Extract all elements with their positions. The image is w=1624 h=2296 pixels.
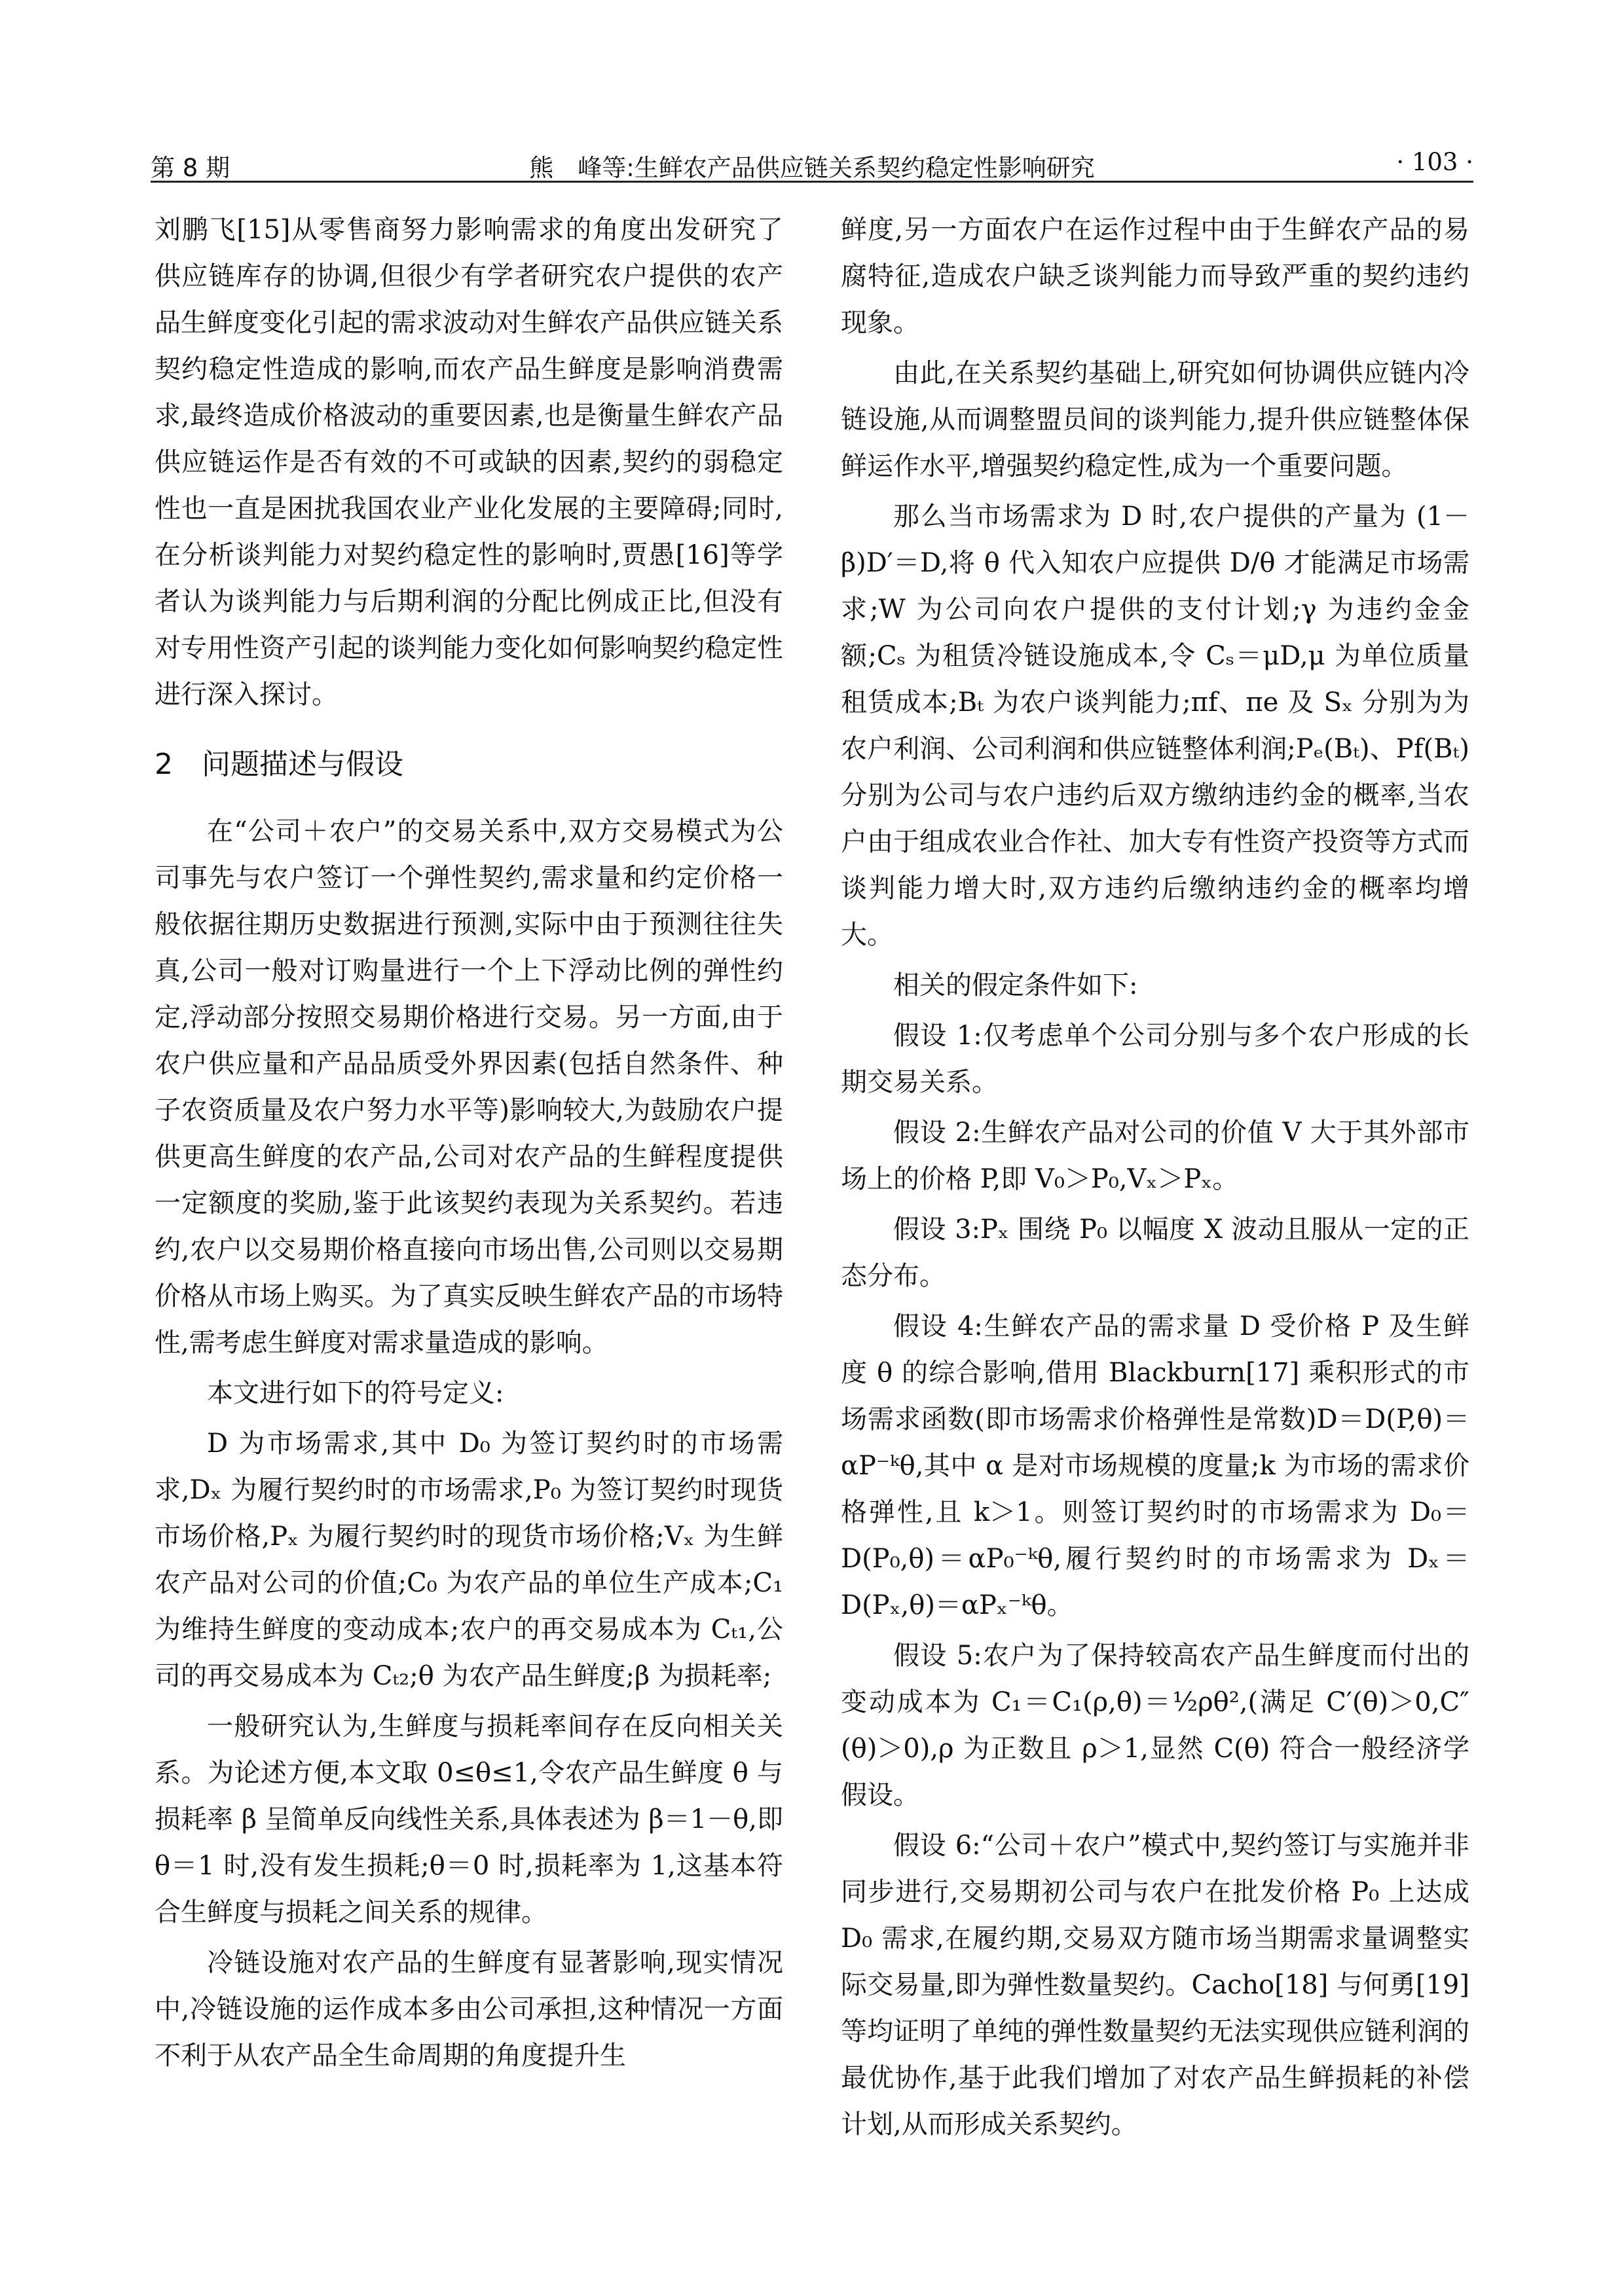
paragraph: D 为市场需求,其中 D₀ 为签订契约时的市场需求,Dₓ 为履行契约时的市场需求,P₀ 为签订契约时现货市场价格,Pₓ 为履行契约时的现货市场价格;Vₓ 为生鲜农产品对公司的价值;C₀ 为农产品的单位生产成本;C₁ 为维持生鲜度的变动成本;农户的再交易成本为 Cₜ₁,公司的再交易成本为 Cₜ₂;θ 为农产品生鲜度;β 为损耗率; xyxy=(155,1429,783,1691)
paragraph: 冷链设施对农产品的生鲜度有显著影响,现实情况中,冷链设施的运作成本多由公司承担,这种情况一方面不利于从农产品全生命周期的角度提升生 xyxy=(155,1948,783,2071)
assumption-2: 假设 2:生鲜农产品对公司的价值 V 大于其外部市场上的价格 P,即 V₀＞P₀,Vₓ＞Pₓ。 xyxy=(841,1118,1469,1194)
paragraph: 一般研究认为,生鲜度与损耗率间存在反向相关关系。为论述方便,本文取 0≤θ≤1,令农产品生鲜度 θ 与损耗率 β 呈简单反向线性关系,具体表述为 β＝1－θ,即 θ＝1 时,没有发生损耗;θ＝0 时,损耗率为 1,这基本符合生鲜度与损耗之间关系的规律。 xyxy=(155,1711,783,1927)
running-header xyxy=(151,143,1473,182)
paragraph: 刘鹏飞[15]从零售商努力影响需求的角度出发研究了供应链库存的协调,但很少有学者研究农户提供的农产品生鲜度变化引起的需求波动对生鲜农产品供应链关系契约稳定性造成的影响,而农产品生鲜度是影响消费需求,最终造成价格波动的重要因素,也是衡量生鲜农产品供应链运作是否有效的不可或缺的因素,契约的弱稳定性也一直是困扰我国农业产业化发展的主要障碍;同时,在分析谈判能力对契约稳定性的影响时,贾愚[16]等学者认为谈判能力与后期利润的分配比例成正比,但没有对专用性资产引起的谈判能力变化如何影响契约稳定性进行深入探讨。 xyxy=(155,215,783,710)
right-column xyxy=(841,207,1469,2152)
assumption-5: 假设 5:农户为了保持较高农产品生鲜度而付出的变动成本为 C₁＝C₁(ρ,θ)＝½ρθ²,(满足 C′(θ)＞0,C″(θ)＞0),ρ 为正数且 ρ＞1,显然 C(θ) 符合一般经济学假设。 xyxy=(841,1641,1469,1810)
paragraph: 由此,在关系契约基础上,研究如何协调供应链内冷链设施,从而调整盟员间的谈判能力,提升供应链整体保鲜运作水平,增强契约稳定性,成为一个重要问题。 xyxy=(841,358,1469,481)
assumption-1: 假设 1:仅考虑单个公司分别与多个农户形成的长期交易关系。 xyxy=(841,1021,1469,1097)
paragraph: 鲜度,另一方面农户在运作过程中由于生鲜农产品的易腐特征,造成农户缺乏谈判能力而导致严重的契约违约现象。 xyxy=(841,215,1469,338)
running-title: 熊 峰等:生鲜农产品供应链关系契约稳定性影响研究 xyxy=(529,154,1095,182)
paragraph: 在“公司＋农户”的交易关系中,双方交易模式为公司事先与农户签订一个弹性契约,需求量和约定价格一般依据往期历史数据进行预测,实际中由于预测往往失真,公司一般对订购量进行一个上下浮动比例的弹性约定,浮动部分按照交易期价格进行交易。另一方面,由于农户供应量和产品品质受外界因素(包括自然条件、种子农资质量及农户努力水平等)影响较大,为鼓励农户提供更高生鲜度的农产品,公司对农产品的生鲜程度提供一定额度的奖励,鉴于此该契约表现为关系契约。若违约,农户以交易期价格直接向市场出售,公司则以交易期价格从市场上购买。为了真实反映生鲜农产品的市场特性,需考虑生鲜度对需求量造成的影响。 xyxy=(155,816,783,1358)
header-rule xyxy=(151,181,1473,183)
assumption-6: 假设 6:“公司＋农户”模式中,契约签订与实施并非同步进行,交易期初公司与农户在批发价格 P₀ 上达成 D₀ 需求,在履约期,交易双方随市场当期需求量调整实际交易量,即为弹性数量契约。Cacho[18] 与何勇[19] 等均证明了单纯的弹性数量契约无法实现供应链利润的最优协作,基于此我们增加了对农产品生鲜损耗的补偿计划,从而形成关系契约。 xyxy=(841,1831,1469,2140)
paragraph: 相关的假定条件如下: xyxy=(893,970,1138,1000)
paragraph: 那么当市场需求为 D 时,农户提供的产量为 (1－β)D′＝D,将 θ 代入知农户应提供 D/θ 才能满足市场需求;W 为公司向农户提供的支付计划;γ 为违约金金额;Cₛ 为租赁冷链设施成本,令 Cₛ＝μD,μ 为单位质量租赁成本;Bₜ 为农户谈判能力;πf、πe 及 Sₓ 分别为为农户利润、公司利润和供应链整体利润;Pₑ(Bₜ)、Pf(Bₜ) 分别为公司与农户违约后双方缴纳违约金的概率,当农户由于组成农业合作社、加大专有性资产投资等方式而谈判能力增大时,双方违约后缴纳违约金的概率均增大。 xyxy=(841,501,1469,950)
assumption-3: 假设 3:Pₓ 围绕 P₀ 以幅度 X 波动且服从一定的正态分布。 xyxy=(841,1214,1469,1291)
section-heading: 2 问题描述与假设 xyxy=(155,748,403,781)
page-number: · 103 · xyxy=(1396,148,1473,176)
left-column xyxy=(155,207,783,2083)
paragraph: 本文进行如下的符号定义: xyxy=(207,1378,504,1408)
assumption-4: 假设 4:生鲜农产品的需求量 D 受价格 P 及生鲜度 θ 的综合影响,借用 Blackburn[17] 乘积形式的市场需求函数(即市场需求价格弹性是常数)D＝D(P,θ)＝αP⁻ᵏθ,其中 α 是对市场规模的度量;k 为市场的需求价格弹性,且 k＞1。则签订契约时的市场需求为 D₀＝D(P₀,θ)＝αP₀⁻ᵏθ,履行契约时的市场需求为 Dₓ＝D(Pₓ,θ)＝αPₓ⁻ᵏθ。 xyxy=(841,1311,1469,1620)
issue-number: 第 8 期 xyxy=(151,154,231,182)
